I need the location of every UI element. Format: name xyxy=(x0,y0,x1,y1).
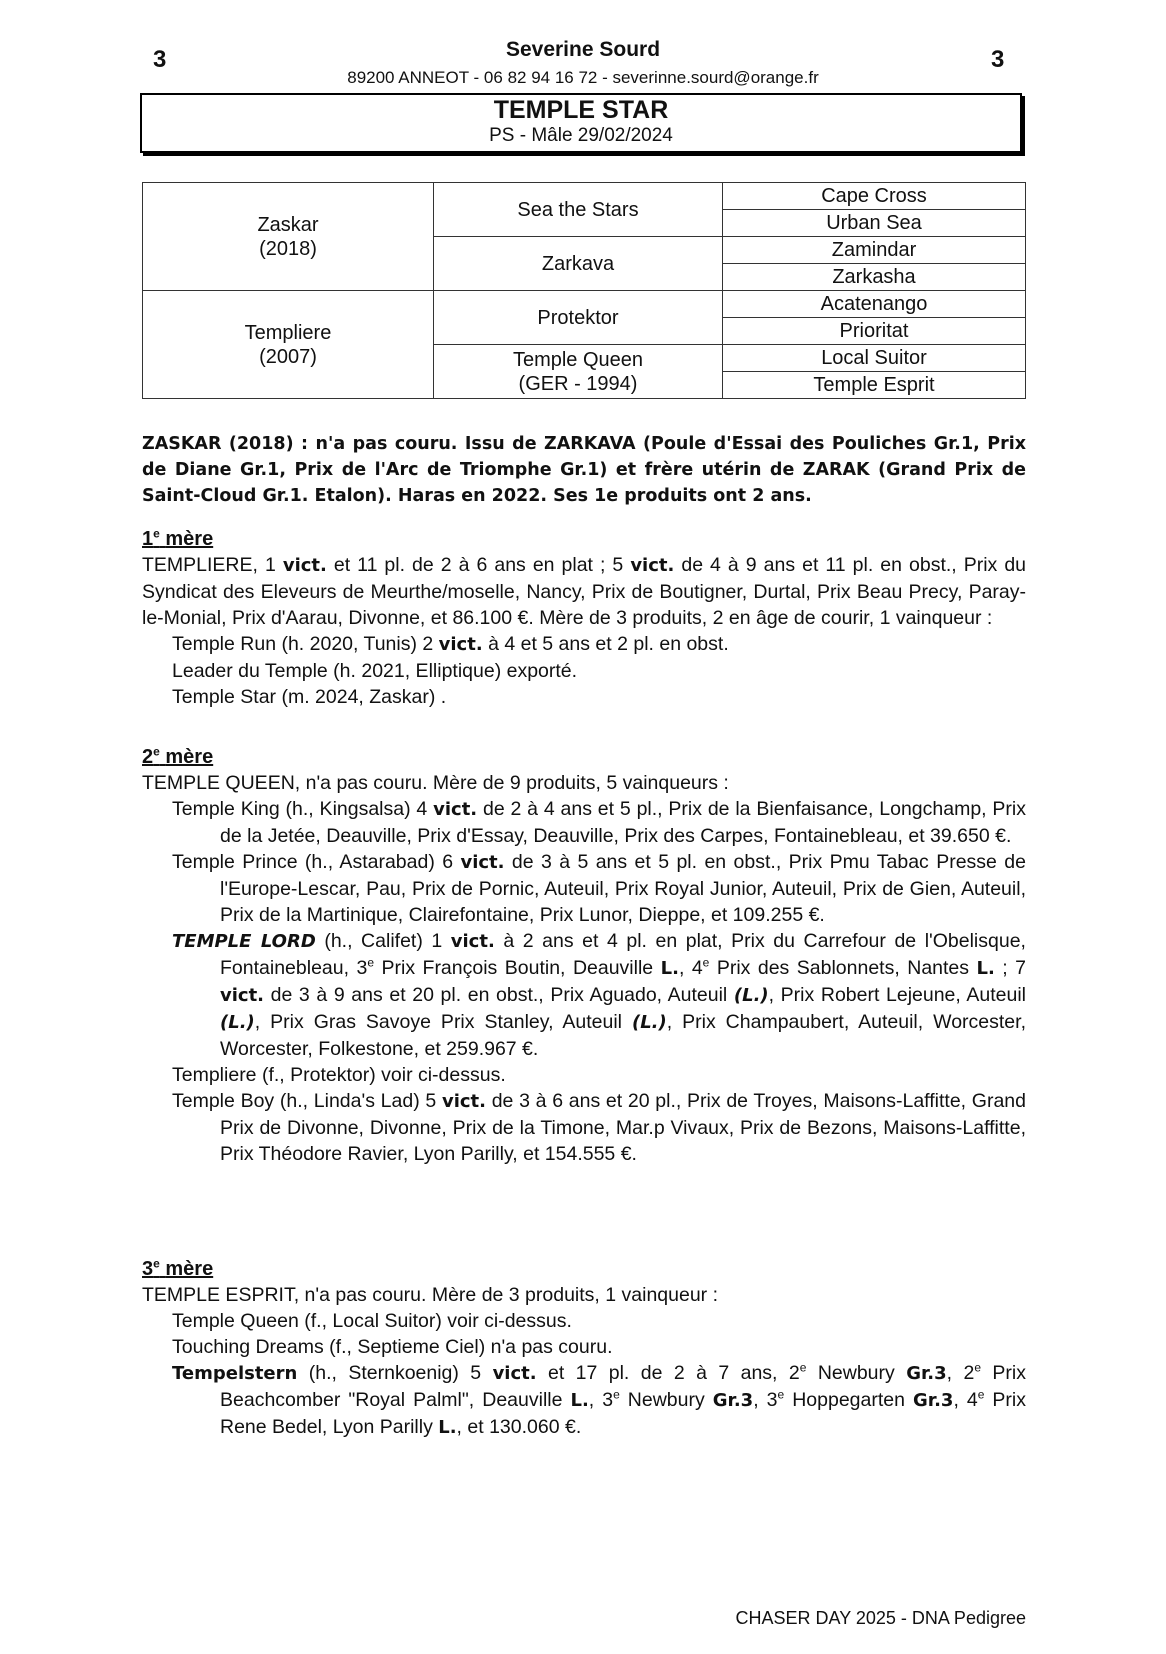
horse-subtitle: PS - Mâle 29/02/2024 xyxy=(489,125,673,146)
footer-text: CHASER DAY 2025 - DNA Pedigree xyxy=(735,1608,1026,1628)
horse-name: TEMPLE STAR xyxy=(493,96,669,124)
pedigree-gen3-1: Cape Cross xyxy=(723,183,1026,210)
pedigree-dam-dam: Temple Queen (GER - 1994) xyxy=(434,345,723,399)
pedigree-dam: Templiere (2007) xyxy=(143,291,434,399)
second-dam-heading: 2e mère xyxy=(142,744,214,768)
section-second-dam xyxy=(142,744,1026,1167)
sire-note: ZASKAR (2018) : n'a pas couru. Issu de ZARKAVA (Poule d'Essai des Pouliches Gr.1, Prix de Diane Gr.1, Prix de l'Arc de Triomphe Gr.1) et frère utérin de ZARAK (Grand Prix de Saint-Cloud Gr.1. Etalon). Haras en 2022. Ses 1e produits ont 2 ans. xyxy=(142,434,1026,506)
second-dam-intro: TEMPLE QUEEN, n'a pas couru. Mère de 9 produits, 5 vainqueurs : xyxy=(142,772,729,794)
third-dam-heading: 3e mère xyxy=(142,1256,214,1280)
pedigree-sire: Zaskar (2018) xyxy=(143,183,434,291)
pedigree-gen3-3: Zamindar xyxy=(723,237,1026,264)
offspring-item: Temple Prince (h., Astarabad) 6 vict. de 3 à 5 ans et 5 pl. en obst., Prix Pmu Tabac Presse de l'Europe-Lescar, Pau, Prix de Pornic, Auteuil, Prix Royal Junior, Auteuil, Prix de Gien, Auteuil, Prix de la Martinique, Clairefontaine, Prix Lunor, Dieppe, et 109.255 €. xyxy=(172,851,1026,926)
breeder-name: Severine Sourd xyxy=(505,38,661,61)
offspring-item: Temple King (h., Kingsalsa) 4 vict. de 2 à 4 ans et 5 pl., Prix de la Bienfaisance, Longchamp, Prix de la Jetée, Deauville, Prix d'Essay, Deauville, Prix des Carpes, Fontainebleau, et 39.650 €. xyxy=(172,798,1026,847)
pedigree-gen3-4: Zarkasha xyxy=(723,264,1026,291)
offspring-item: Temple Star (m. 2024, Zaskar) . xyxy=(172,686,447,708)
pedigree-dam-sire: Protektor xyxy=(434,291,723,345)
offspring-item: Temple Boy (h., Linda's Lad) 5 vict. de 3 à 6 ans et 20 pl., Prix de Troyes, Maisons-Laffitte, Grand Prix de Divonne, Divonne, Prix de la Timone, Mar.p Vivaux, Prix de Bezons, Maisons-Laffitte, Prix Théodore Ravier, Lyon Parilly, et 154.555 €. xyxy=(172,1090,1026,1165)
pedigree-sire-sire: Sea the Stars xyxy=(434,183,723,237)
pedigree-table xyxy=(142,182,1026,399)
lot-number-right: 3 xyxy=(991,46,1005,73)
offspring-item: Tempelstern (h., Sternkoenig) 5 vict. et 17 pl. de 2 à 7 ans, 2e Newbury Gr.3, 2e Prix Beachcomber "Royal Palml", Deauville L., 3e Newbury Gr.3, 3e Hoppegarten Gr.3, 4e Prix Rene Bedel, Lyon Parilly L., et 130.060 €. xyxy=(172,1360,1027,1438)
pedigree-gen3-6: Prioritat xyxy=(723,318,1026,345)
horse-title-box xyxy=(140,93,1022,153)
pedigree-gen3-8: Temple Esprit xyxy=(723,372,1026,399)
offspring-item: Templiere (f., Protektor) voir ci-dessus. xyxy=(172,1064,506,1086)
offspring-item: TEMPLE LORD (h., Califet) 1 vict. à 2 ans et 4 pl. en plat, Prix du Carrefour de l'Obelisque, Fontainebleau, 3e Prix François Boutin, Deauville L., 4e Prix des Sablonnets, Nantes L. ; 7 vict. de 3 à 9 ans et 20 pl. en obst., Prix Aguado, Auteuil (L.), Prix Robert Lejeune, Auteuil (L.), Prix Gras Savoye Prix Stanley, Auteuil (L.), Prix Champaubert, Auteuil, Worcester, Worcester, Folkestone, et 259.967 €. xyxy=(172,930,1026,1060)
offspring-item: Touching Dreams (f., Septieme Ciel) n'a pas couru. xyxy=(172,1336,613,1358)
pedigree-gen3-5: Acatenango xyxy=(723,291,1026,318)
pedigree-gen3-2: Urban Sea xyxy=(723,210,1026,237)
first-dam-heading: 1e mère xyxy=(142,526,214,550)
offspring-item: Temple Run (h. 2020, Tunis) 2 vict. à 4 et 5 ans et 2 pl. en obst. xyxy=(172,633,729,655)
pedigree-sire-dam: Zarkava xyxy=(434,237,723,291)
section-first-dam xyxy=(142,526,1026,710)
offspring-item: Temple Queen (f., Local Suitor) voir ci-dessus. xyxy=(172,1310,572,1332)
section-third-dam xyxy=(142,1256,1026,1441)
first-dam-record: TEMPLIERE, 1 vict. et 11 pl. de 2 à 6 ans en plat ; 5 vict. de 4 à 9 ans et 11 pl. en obst., Prix du Syndicat des Eleveurs de Meurthe/moselle, Nancy, Prix de Boutigner, Durtal, Prix Beau Precy, Paray-le-Monial, Prix d'Aarau, Divonne, et 86.100 €. Mère de 3 produits, 2 en âge de courir, 1 vainqueur : xyxy=(142,554,1027,629)
offspring-item: Leader du Temple (h. 2021, Elliptique) exporté. xyxy=(172,660,578,682)
lot-number-left: 3 xyxy=(153,46,167,73)
breeder-contact: 89200 ANNEOT - 06 82 94 16 72 - severinne.sourd@orange.fr xyxy=(347,68,819,87)
third-dam-intro: TEMPLE ESPRIT, n'a pas couru. Mère de 3 produits, 1 vainqueur : xyxy=(142,1284,719,1306)
pedigree-gen3-7: Local Suitor xyxy=(723,345,1026,372)
